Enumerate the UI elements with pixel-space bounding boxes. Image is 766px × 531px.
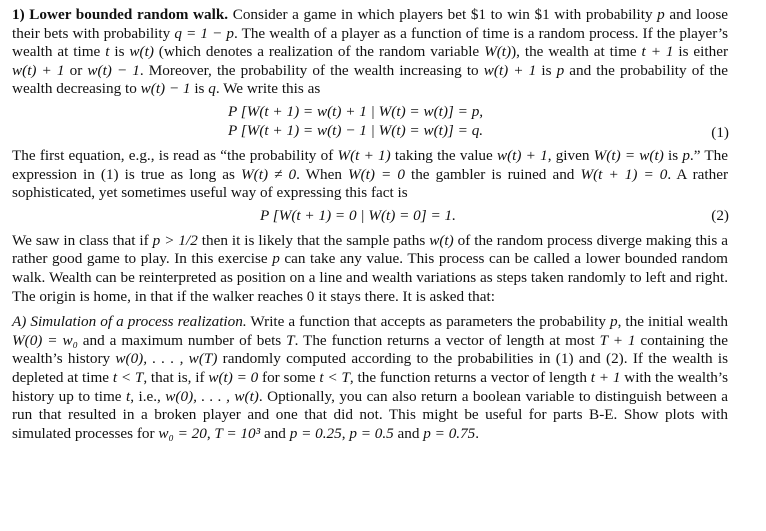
equation-1-label: (1) [711,123,729,141]
equation-1 [12,103,728,141]
explanation-paragraph: The first equation, e.g., is read as “the probability of W(t + 1) taking the value w(t) + 1, given W(t) = w(t) is p.” The expression in (1) is true as long as W(t) ≠ 0. When W(t) = 0 the gambler is ruined and W(t + 1) = 0. A rather sophisticated, yet sometimes useful way of expressing this fact is [12,146,729,202]
equation-2 [12,207,728,226]
intro-paragraph: 1) Lower bounded random walk. Consider a game in which players bet $1 to win $1 with probability p and loose their bets with probability q = 1 − p. The wealth of a player as a function of time is a random process. If the player’s wealth at time t is w(t) (which denotes a realization of the random variable W(t)), the wealth at time t + 1 is either w(t) + 1 or w(t) − 1. Moreover, the probability of the wealth increasing to w(t) + 1 is p and the probability of the wealth decreasing to w(t) − 1 is q. We write this as [12,6,729,98]
equation-1-line-2: P [W(t + 1) = w(t) − 1 | W(t) = w(t)] = q. [228,121,484,139]
discussion-paragraph: We saw in class that if p > 1/2 then it is likely that the sample paths w(t) of the random process diverge making this a rather good game to play. In this exercise p can take any value. This process can be called a lower bounded random walk. Wealth can be reinterpreted as position on a line and wealth variations as steps taken randomly to left and right. The origin is home, in that if the walker reaches 0 it stays there. It is asked that: [12,231,729,305]
equation-2-label: (2) [711,206,729,224]
part-a-paragraph: A) Simulation of a process realization. Write a function that accepts as parameters the probability p, the initial wealth W(0) = w₀ and a maximum number of bets T. The function returns a vector of length at most T + 1 containing the wealth’s history w(0), . . . , w(T) randomly computed according to the probabilities in (1) and (2). If the wealth is depleted at time t < T, that is, if w(t) = 0 for some t < T, the function returns a vector of length t + 1 with the wealth’s history up to time t, i.e., w(0), . . . , w(t). Optionally, you can also return a boolean variable to distinguish between a run that resulted in a broken player and one that did not. This might be useful for parts B-E. Show plots with simulated processes for w₀ = 20, T = 10³ and p = 0.25, p = 0.5 and p = 0.75. [12,313,729,442]
problem-page [12,6,728,443]
equation-1-line-1: P [W(t + 1) = w(t) + 1 | W(t) = w(t)] = p, [228,102,484,120]
equation-2-line: P [W(t + 1) = 0 | W(t) = 0] = 1. [260,206,456,224]
part-a-label: A) Simulation of a process realization. [12,313,247,331]
problem-heading: 1) Lower bounded random walk. [12,6,229,23]
